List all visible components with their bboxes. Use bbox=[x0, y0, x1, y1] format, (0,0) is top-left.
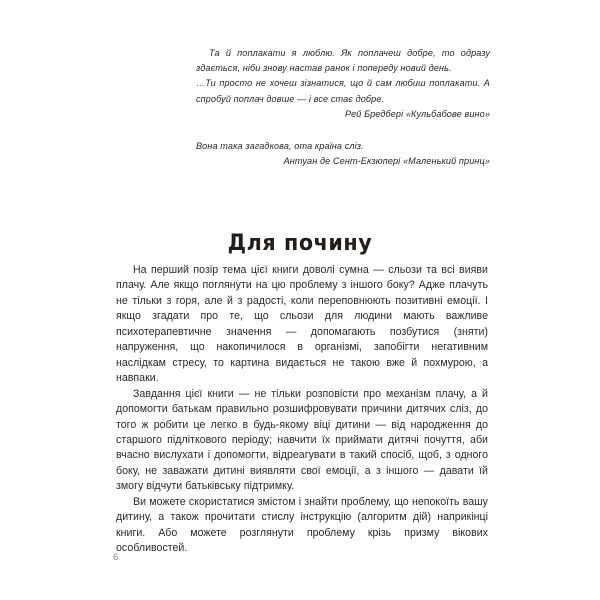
epigraph-bradbury bbox=[196, 46, 490, 122]
epigraph-quote-line: Та й поплакати я люблю. Як поплачеш добре, то одразу здається, ніби знову настав ранок і попереду новий день. bbox=[196, 48, 490, 74]
epigraph-attribution: Антуан де Сент-Екзюпері «Маленький принц» bbox=[283, 156, 490, 167]
body-paragraph: Ви можете скористатися змістом і знайти проблему, що непокоїть вашу дитину, а також прочитати стислу інструкцію (алгоритм дій) наприкінці книги. Або можете розглянути проблему крізь призму вікових особливостей. bbox=[116, 495, 488, 555]
body-paragraph: На перший позір тема цієї книги доволі сумна — сльози та всі вияви плачу. Але якщо поглянути на цю проблему з іншого боку? Адже плачуть не тільки з горя, але й з радості, коли переповнюють позитивні емоції. І якщо згадати про те, що сльози для людини мають важливе психотерапевтичне значення — допомагають позбутися (зняти) напруження, що накопичилося в організмі, запобігти негативним наслідкам стресу, то картина видається не такою вже й похмурою, а навпаки. bbox=[116, 264, 488, 385]
body-text bbox=[116, 263, 488, 557]
epigraph-quote-line: …Ти просто не хочеш зізнатися, що й сам любиш поплакати. А спробуй поплач довше — і все стає добре. bbox=[196, 78, 490, 104]
chapter-title: Для почину bbox=[227, 230, 373, 257]
page-number: 6 bbox=[113, 552, 119, 563]
body-paragraph: Завдання цієї книги — не тільки розповісти про механізм плачу, а й допомогти батькам правильно розшифровувати причини дитячих сліз, до того ж робити це легко в будь-якому віці дитини — від народження до старшого підліткового періоду; навчити їх приймати дитячі почуття, аби вчасно вислухати і допомогти, відреагувати в такий спосіб, щоб, з одного боку, не заважати дитині виявляти свої емоції, а з іншого — давати їй змогу відчути батьківську підтримку. bbox=[116, 387, 488, 493]
epigraph-quote-line: Вона така загадкова, ота країна сліз. bbox=[196, 141, 364, 152]
epigraph-saint-exupery bbox=[196, 139, 490, 169]
epigraph-block bbox=[196, 46, 490, 169]
epigraph-attribution: Рей Бредбері «Кульбабове вино» bbox=[344, 108, 490, 119]
